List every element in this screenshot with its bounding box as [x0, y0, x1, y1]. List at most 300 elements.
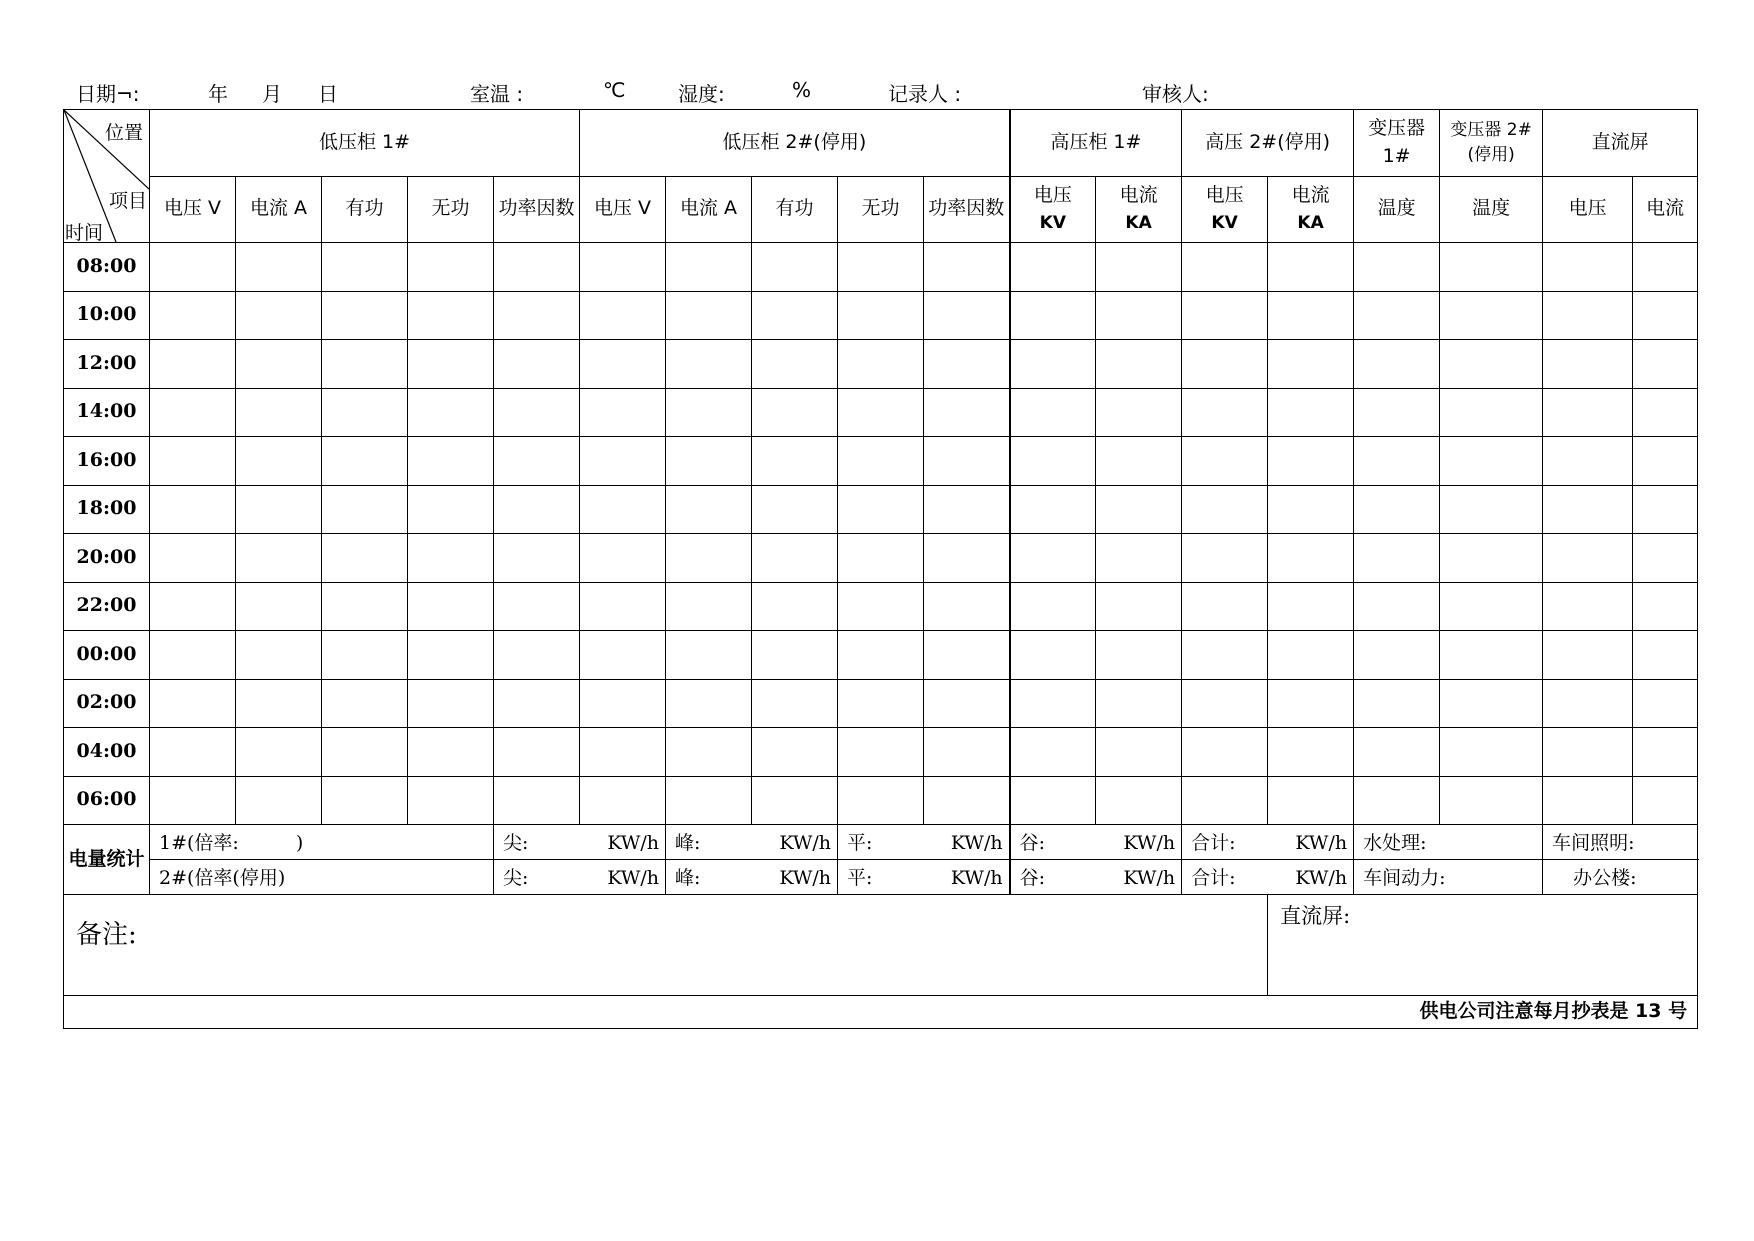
reading-cell[interactable]: [322, 631, 408, 680]
time-cell: 02:00: [64, 679, 150, 728]
reading-cell[interactable]: [580, 679, 666, 728]
group-low1: 低压柜 1#: [150, 110, 580, 177]
reading-cell[interactable]: [1354, 291, 1440, 340]
reading-cell[interactable]: [1633, 679, 1698, 728]
reading-cell[interactable]: [494, 679, 580, 728]
reading-cell[interactable]: [1268, 243, 1354, 292]
reading-cell[interactable]: [752, 243, 838, 292]
reading-cell[interactable]: [236, 582, 322, 631]
reading-cell[interactable]: [236, 534, 322, 583]
unit-label: KW/h: [950, 867, 1003, 889]
col-high2-current-unit: KA: [1297, 213, 1324, 234]
reading-cell[interactable]: [752, 291, 838, 340]
reading-cell[interactable]: [1096, 631, 1182, 680]
time-row: [64, 534, 1698, 583]
year-label: 年: [208, 82, 228, 106]
corner-header: [64, 110, 150, 243]
stats-row2-feng: [666, 860, 838, 895]
reading-cell[interactable]: [322, 340, 408, 389]
reading-cell[interactable]: [1440, 243, 1543, 292]
reading-cell[interactable]: [1440, 631, 1543, 680]
reading-cell[interactable]: [322, 679, 408, 728]
col-high1-current-unit: KA: [1125, 213, 1152, 234]
reading-cell[interactable]: [322, 776, 408, 825]
reading-cell[interactable]: [1182, 243, 1268, 292]
col-high1-current: [1096, 176, 1182, 243]
reading-cell[interactable]: [1182, 679, 1268, 728]
reading-cell[interactable]: [924, 728, 1010, 777]
reading-cell[interactable]: [1096, 534, 1182, 583]
time-row: [64, 728, 1698, 777]
form-header: [0, 78, 1754, 110]
col-high1-voltage-unit: KV: [1039, 213, 1067, 234]
col-low1-active: 有功: [322, 176, 408, 243]
reading-cell[interactable]: [1440, 437, 1543, 486]
reading-cell[interactable]: [1268, 582, 1354, 631]
reading-cell[interactable]: [838, 291, 924, 340]
reading-cell[interactable]: [924, 437, 1010, 486]
reading-cell[interactable]: [1096, 728, 1182, 777]
reading-cell[interactable]: [1182, 582, 1268, 631]
reading-cell[interactable]: [150, 340, 236, 389]
time-row: [64, 437, 1698, 486]
reading-cell[interactable]: [236, 776, 322, 825]
reading-cell[interactable]: [408, 388, 494, 437]
reading-cell[interactable]: [1440, 291, 1543, 340]
recorder-label: 记录人 :: [888, 82, 962, 106]
time-row: [64, 631, 1698, 680]
reading-cell[interactable]: [1096, 582, 1182, 631]
reading-cell[interactable]: [236, 679, 322, 728]
reading-cell[interactable]: [150, 631, 236, 680]
stats-office: [1543, 860, 1698, 895]
unit-label: KW/h: [1123, 832, 1176, 854]
reading-cell[interactable]: [1354, 728, 1440, 777]
reading-cell[interactable]: [1010, 776, 1096, 825]
reading-cell[interactable]: [408, 679, 494, 728]
reading-cell[interactable]: [580, 437, 666, 486]
stats-power: [1354, 860, 1543, 895]
reading-cell[interactable]: [924, 776, 1010, 825]
reading-cell[interactable]: [752, 340, 838, 389]
reading-cell[interactable]: [408, 485, 494, 534]
stats-row1-ping: [838, 825, 1010, 860]
reading-cell[interactable]: [580, 485, 666, 534]
reading-cell[interactable]: [408, 291, 494, 340]
reading-cell[interactable]: [236, 728, 322, 777]
workshop-power-label: 车间动力:: [1363, 867, 1446, 889]
reading-cell[interactable]: [236, 243, 322, 292]
reading-cell[interactable]: [1268, 291, 1354, 340]
reading-cell[interactable]: [408, 243, 494, 292]
reading-cell[interactable]: [150, 388, 236, 437]
reading-cell[interactable]: [1010, 340, 1096, 389]
reading-cell[interactable]: [322, 534, 408, 583]
reading-cell[interactable]: [1182, 340, 1268, 389]
reading-cell[interactable]: [1182, 728, 1268, 777]
reading-cell[interactable]: [1096, 679, 1182, 728]
reading-cell[interactable]: [1010, 388, 1096, 437]
corner-item-label: 项目: [108, 190, 147, 212]
reading-cell[interactable]: [838, 728, 924, 777]
reading-cell[interactable]: [752, 582, 838, 631]
reading-cell[interactable]: [752, 437, 838, 486]
office-building-label: 办公楼:: [1573, 867, 1637, 889]
reading-cell[interactable]: [924, 534, 1010, 583]
reading-cell[interactable]: [1182, 291, 1268, 340]
reading-cell[interactable]: [1268, 485, 1354, 534]
reading-cell[interactable]: [580, 631, 666, 680]
reading-cell[interactable]: [1354, 534, 1440, 583]
reading-cell[interactable]: [752, 776, 838, 825]
reading-cell[interactable]: [408, 776, 494, 825]
time-row: [64, 340, 1698, 389]
reading-cell[interactable]: [1354, 340, 1440, 389]
col-low2-current: 电流 A: [666, 176, 752, 243]
reading-cell[interactable]: [752, 631, 838, 680]
col-low1-reactive: 无功: [408, 176, 494, 243]
reading-cell[interactable]: [494, 437, 580, 486]
reading-cell[interactable]: [1182, 631, 1268, 680]
reading-cell[interactable]: [1633, 340, 1698, 389]
reading-cell[interactable]: [322, 291, 408, 340]
reading-cell[interactable]: [408, 728, 494, 777]
reading-cell[interactable]: [408, 437, 494, 486]
reading-cell[interactable]: [924, 243, 1010, 292]
reading-cell[interactable]: [666, 631, 752, 680]
unit-label: KW/h: [950, 832, 1003, 854]
reading-cell[interactable]: [236, 485, 322, 534]
unit-label: KW/h: [607, 832, 660, 854]
reading-cell[interactable]: [494, 291, 580, 340]
reading-cell[interactable]: [1010, 631, 1096, 680]
col-low2-voltage: 电压 V: [580, 176, 666, 243]
time-cell: 04:00: [64, 728, 150, 777]
reading-cell[interactable]: [1182, 534, 1268, 583]
stats-row1-ratio: [150, 825, 494, 860]
day-label: 日: [318, 82, 338, 106]
time-cell: 16:00: [64, 437, 150, 486]
jian-label: 尖:: [503, 832, 529, 854]
reading-cell[interactable]: [408, 631, 494, 680]
reading-cell[interactable]: [150, 534, 236, 583]
reading-cell[interactable]: [150, 437, 236, 486]
col-high1-voltage: [1010, 176, 1096, 243]
reading-cell[interactable]: [666, 728, 752, 777]
reading-cell[interactable]: [1543, 437, 1633, 486]
time-row: [64, 485, 1698, 534]
power-log-table: [63, 109, 1698, 1029]
time-cell: 22:00: [64, 582, 150, 631]
reading-cell[interactable]: [1543, 291, 1633, 340]
reading-cell[interactable]: [1268, 679, 1354, 728]
reading-cell[interactable]: [322, 388, 408, 437]
col-tr2-temp: 温度: [1440, 176, 1543, 243]
unit-label: KW/h: [1295, 867, 1348, 889]
reading-cell[interactable]: [494, 776, 580, 825]
reading-cell[interactable]: [1633, 437, 1698, 486]
reading-cell[interactable]: [236, 340, 322, 389]
dc-panel-label: 直流屏:: [1280, 904, 1351, 928]
col-low1-voltage: 电压 V: [150, 176, 236, 243]
reading-cell[interactable]: [1543, 582, 1633, 631]
reading-cell[interactable]: [236, 291, 322, 340]
reading-cell[interactable]: [1543, 776, 1633, 825]
reading-cell[interactable]: [838, 243, 924, 292]
reading-cell[interactable]: [924, 340, 1010, 389]
col-low2-active: 有功: [752, 176, 838, 243]
reading-cell[interactable]: [1182, 437, 1268, 486]
reading-cell[interactable]: [236, 437, 322, 486]
reading-cell[interactable]: [1182, 776, 1268, 825]
total-label: 合计:: [1191, 832, 1236, 854]
time-cell: 06:00: [64, 776, 150, 825]
reading-cell[interactable]: [1354, 437, 1440, 486]
reading-cell[interactable]: [1010, 291, 1096, 340]
reading-cell[interactable]: [1182, 485, 1268, 534]
reading-cell[interactable]: [150, 582, 236, 631]
reading-cell[interactable]: [838, 388, 924, 437]
reading-cell[interactable]: [1440, 679, 1543, 728]
reading-cell[interactable]: [1010, 728, 1096, 777]
col-tr1-temp: 温度: [1354, 176, 1440, 243]
reading-cell[interactable]: [1543, 728, 1633, 777]
group-low2: 低压柜 2#(停用): [580, 110, 1010, 177]
reading-cell[interactable]: [666, 243, 752, 292]
reading-cell[interactable]: [1354, 388, 1440, 437]
col-low2-reactive: 无功: [838, 176, 924, 243]
reading-cell[interactable]: [1010, 437, 1096, 486]
reading-cell[interactable]: [838, 534, 924, 583]
reading-cell[interactable]: [150, 243, 236, 292]
reading-cell[interactable]: [666, 340, 752, 389]
reading-cell[interactable]: [752, 534, 838, 583]
reading-cell[interactable]: [1010, 679, 1096, 728]
reading-cell[interactable]: [666, 388, 752, 437]
corner-time-label: 时间: [65, 222, 104, 243]
reading-cell[interactable]: [580, 291, 666, 340]
reading-cell[interactable]: [924, 679, 1010, 728]
remarks-label: 备注:: [76, 920, 137, 950]
stats-row2-total: [1182, 860, 1354, 895]
reading-cell[interactable]: [1268, 631, 1354, 680]
reading-cell[interactable]: [1354, 679, 1440, 728]
reading-cell[interactable]: [666, 679, 752, 728]
reading-cell[interactable]: [322, 485, 408, 534]
reading-cell[interactable]: [580, 388, 666, 437]
reading-cell[interactable]: [580, 728, 666, 777]
col-low1-pf: 功率因数: [494, 176, 580, 243]
reading-cell[interactable]: [494, 728, 580, 777]
reading-cell[interactable]: [1354, 485, 1440, 534]
col-high2-current: [1268, 176, 1354, 243]
reading-cell[interactable]: [838, 582, 924, 631]
reading-cell[interactable]: [494, 534, 580, 583]
reading-cell[interactable]: [408, 534, 494, 583]
reading-cell[interactable]: [1096, 243, 1182, 292]
stats-row2-ratio-text: 2#(倍率(停用): [159, 867, 286, 889]
reading-cell[interactable]: [236, 631, 322, 680]
reading-cell[interactable]: [1543, 388, 1633, 437]
reading-cell[interactable]: [1354, 582, 1440, 631]
reading-cell[interactable]: [580, 776, 666, 825]
reading-cell[interactable]: [322, 243, 408, 292]
reading-cell[interactable]: [752, 485, 838, 534]
reading-cell[interactable]: [666, 776, 752, 825]
reading-cell[interactable]: [838, 437, 924, 486]
jian-label: 尖:: [503, 867, 529, 889]
reading-cell[interactable]: [1096, 776, 1182, 825]
reading-cell[interactable]: [1096, 485, 1182, 534]
reading-cell[interactable]: [1633, 243, 1698, 292]
reading-cell[interactable]: [1543, 631, 1633, 680]
reading-cell[interactable]: [322, 437, 408, 486]
reading-cell[interactable]: [1440, 485, 1543, 534]
reading-cell[interactable]: [1182, 388, 1268, 437]
date-label: 日期¬:: [76, 82, 140, 106]
col-dc-current: 电流: [1633, 176, 1698, 243]
reading-cell[interactable]: [1268, 340, 1354, 389]
reading-cell[interactable]: [1543, 534, 1633, 583]
humidity-label: 湿度:: [678, 82, 725, 106]
reading-cell[interactable]: [494, 388, 580, 437]
reading-cell[interactable]: [924, 582, 1010, 631]
reading-cell[interactable]: [580, 582, 666, 631]
reading-cell[interactable]: [752, 679, 838, 728]
reading-cell[interactable]: [322, 728, 408, 777]
reading-cell[interactable]: [1543, 243, 1633, 292]
reading-cell[interactable]: [150, 291, 236, 340]
reading-cell[interactable]: [1440, 340, 1543, 389]
group-transformer2: 变压器 2#(停用): [1440, 110, 1543, 177]
stats-row2-ping: [838, 860, 1010, 895]
reading-cell[interactable]: [1268, 437, 1354, 486]
time-row: [64, 388, 1698, 437]
reading-cell[interactable]: [752, 388, 838, 437]
reading-cell[interactable]: [1354, 243, 1440, 292]
stats-label: 电量统计: [64, 825, 150, 895]
reading-cell[interactable]: [236, 388, 322, 437]
reading-cell[interactable]: [838, 485, 924, 534]
reading-cell[interactable]: [1096, 291, 1182, 340]
reading-cell[interactable]: [494, 631, 580, 680]
reading-cell[interactable]: [1268, 776, 1354, 825]
remarks-cell: [64, 895, 1268, 996]
reading-cell[interactable]: [838, 631, 924, 680]
reading-cell[interactable]: [1440, 534, 1543, 583]
stats-row1-total: [1182, 825, 1354, 860]
reading-cell[interactable]: [1543, 679, 1633, 728]
reading-cell[interactable]: [322, 582, 408, 631]
reading-cell[interactable]: [1633, 291, 1698, 340]
reading-cell[interactable]: [494, 243, 580, 292]
stats-lighting: [1543, 825, 1698, 860]
reading-cell[interactable]: [150, 776, 236, 825]
reading-cell[interactable]: [1268, 728, 1354, 777]
reading-cell[interactable]: [1633, 582, 1698, 631]
reading-cell[interactable]: [1010, 243, 1096, 292]
reading-cell[interactable]: [1268, 388, 1354, 437]
reading-cell[interactable]: [150, 485, 236, 534]
feng-label: 峰:: [675, 867, 701, 889]
percent-label: %: [792, 78, 812, 102]
reading-cell[interactable]: [494, 485, 580, 534]
reading-cell[interactable]: [494, 582, 580, 631]
reading-cell[interactable]: [924, 291, 1010, 340]
dc-panel-cell: [1268, 895, 1698, 996]
reading-cell[interactable]: [580, 340, 666, 389]
reading-cell[interactable]: [1440, 776, 1543, 825]
reading-cell[interactable]: [494, 340, 580, 389]
reading-cell[interactable]: [1440, 388, 1543, 437]
reading-cell[interactable]: [1268, 534, 1354, 583]
reading-cell[interactable]: [1096, 437, 1182, 486]
unit-label: KW/h: [1123, 867, 1176, 889]
ping-label: 平:: [847, 832, 873, 854]
reading-cell[interactable]: [1633, 631, 1698, 680]
reading-cell[interactable]: [1633, 776, 1698, 825]
group-transformer1: 变压器 1#: [1354, 110, 1440, 177]
reading-cell[interactable]: [924, 631, 1010, 680]
reading-cell[interactable]: [1096, 340, 1182, 389]
reading-cell[interactable]: [150, 728, 236, 777]
reading-cell[interactable]: [1354, 776, 1440, 825]
reading-cell[interactable]: [1633, 485, 1698, 534]
reading-cell[interactable]: [666, 534, 752, 583]
reading-cell[interactable]: [408, 340, 494, 389]
reading-cell[interactable]: [1440, 582, 1543, 631]
reading-cell[interactable]: [580, 534, 666, 583]
stats-row2-ratio: [150, 860, 494, 895]
time-cell: 14:00: [64, 388, 150, 437]
stats-row1-ratio-text: 1#(倍率: ): [159, 832, 304, 854]
reading-cell[interactable]: [924, 388, 1010, 437]
time-cell: 12:00: [64, 340, 150, 389]
reading-cell[interactable]: [1633, 534, 1698, 583]
reading-cell[interactable]: [1543, 340, 1633, 389]
reading-cell[interactable]: [580, 243, 666, 292]
reading-cell[interactable]: [838, 679, 924, 728]
reading-cell[interactable]: [666, 582, 752, 631]
time-cell: 00:00: [64, 631, 150, 680]
time-row: [64, 291, 1698, 340]
total-label: 合计:: [1191, 867, 1236, 889]
reading-cell[interactable]: [1010, 534, 1096, 583]
reading-cell[interactable]: [666, 291, 752, 340]
reading-cell[interactable]: [838, 776, 924, 825]
reading-cell[interactable]: [838, 340, 924, 389]
col-high2-voltage-unit: KV: [1211, 213, 1238, 234]
reading-cell[interactable]: [1440, 728, 1543, 777]
reading-cell[interactable]: [752, 728, 838, 777]
reading-cell[interactable]: [150, 679, 236, 728]
corner-position-label: 位置: [104, 122, 143, 144]
reading-cell[interactable]: [408, 582, 494, 631]
reading-cell[interactable]: [1633, 728, 1698, 777]
reading-cell[interactable]: [666, 485, 752, 534]
reading-cell[interactable]: [924, 485, 1010, 534]
reading-cell[interactable]: [666, 437, 752, 486]
reading-cell[interactable]: [1354, 631, 1440, 680]
room-temp-label: 室温 :: [470, 82, 524, 106]
reading-cell[interactable]: [1010, 582, 1096, 631]
time-row: [64, 679, 1698, 728]
reading-cell[interactable]: [1543, 485, 1633, 534]
reading-cell[interactable]: [1633, 388, 1698, 437]
reading-cell[interactable]: [1010, 485, 1096, 534]
reading-cell[interactable]: [1096, 388, 1182, 437]
gu-label: 谷:: [1019, 867, 1045, 889]
